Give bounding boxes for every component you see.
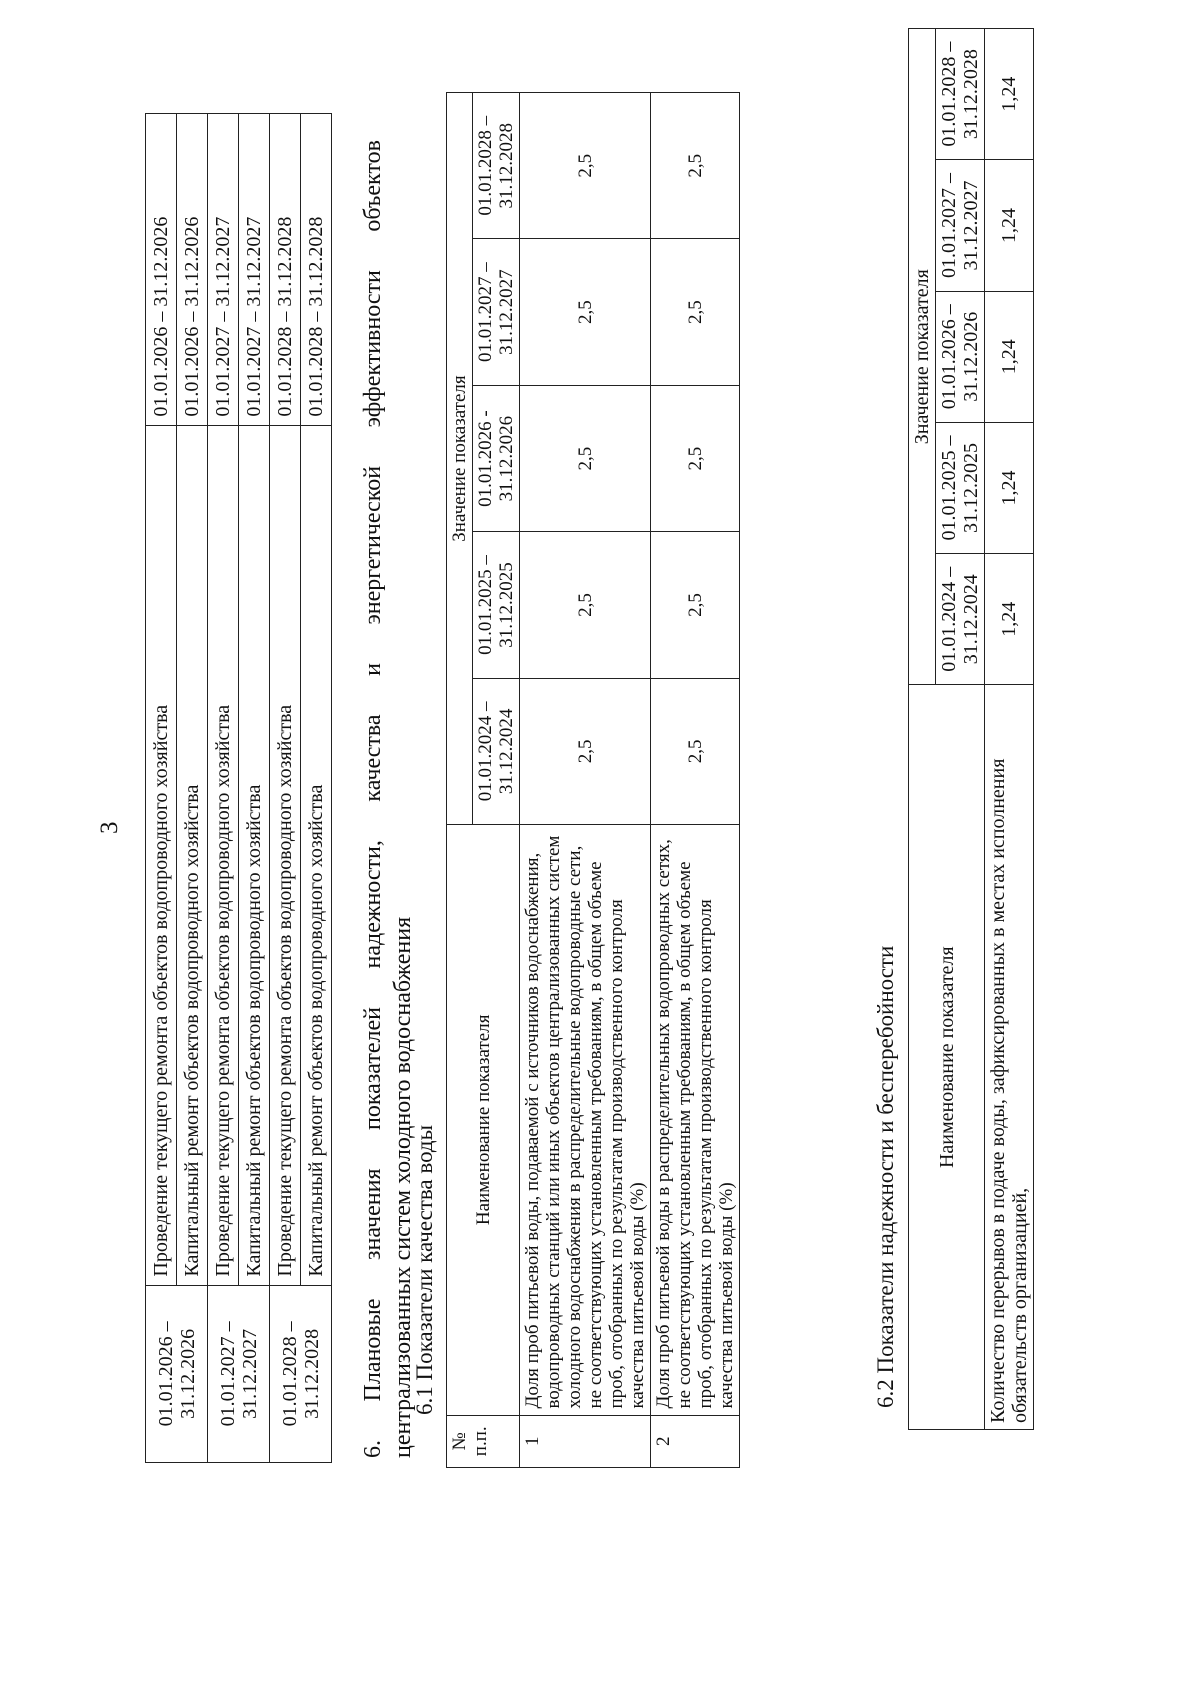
page-number: 3 [96,821,123,834]
value-cell: 2,5 [520,678,651,824]
value-cell: 1,24 [985,160,1034,291]
value-cell: 2,5 [651,239,740,385]
section-6-heading [358,140,418,1458]
dates-cell: 01.01.2028 – 31.12.2028 [301,114,332,426]
col-header-period: 01.01.2024 – 31.12.2024 [473,678,520,824]
table-row [651,93,740,1468]
heading-word: энергетической [360,465,386,625]
table-row [520,93,651,1468]
work-cell: Капитальный ремонт объектов водопроводного хозяйства [301,425,332,1285]
repair-schedule-table [145,113,332,1463]
work-cell: Капитальный ремонт объектов водопроводного хозяйства [177,425,208,1285]
work-cell: Проведение текущего ремонта объектов водопроводного хозяйства [208,425,239,1285]
table-row [146,114,177,1463]
value-cell: 2,5 [651,678,740,824]
section-6-2-title: 6.2 Показатели надежности и бесперебойности [873,945,898,1408]
col-header-period: 01.01.2026 – 31.12.2026 [936,291,985,422]
heading-word: качества [360,714,386,802]
col-header-value-group: Значение показателя [447,93,473,825]
heading-word: Плановые [360,1298,386,1402]
work-cell: Проведение текущего ремонта объектов водопроводного хозяйства [270,425,301,1285]
value-cell: 2,5 [520,532,651,678]
value-cell: 2,5 [651,385,740,531]
table-header-row [909,29,936,1430]
dates-cell: 01.01.2026 – 31.12.2026 [146,114,177,426]
heading-word: объектов [360,140,386,232]
heading-word: 6. [360,1440,386,1458]
heading-word: и [360,663,386,676]
value-cell: 1,24 [985,554,1034,685]
dates-cell: 01.01.2028 – 31.12.2028 [270,114,301,426]
work-cell: Проведение текущего ремонта объектов водопроводного хозяйства [146,425,177,1285]
col-header-period: 01.01.2025 – 31.12.2025 [473,532,520,678]
value-cell: 1,24 [985,29,1034,160]
col-header-num: № п.п. [447,1415,520,1467]
col-header-period: 01.01.2028 – 31.12.2028 [936,29,985,160]
indicator-name: Количество перерывов в подаче воды, зафиксированных в местах исполнения обязательств организацией, [985,685,1034,1430]
dates-cell: 01.01.2027 – 31.12.2027 [208,114,239,426]
heading-word: надежности, [360,840,386,969]
col-header-value-group: Значение показателя [909,29,936,685]
heading-word: показателей [360,1007,386,1130]
section-6-heading-line2: централизованных систем холодного водоснабжения [390,916,416,1458]
col-header-period: 01.01.2028 – 31.12.2028 [473,93,520,239]
table-row [985,29,1034,1430]
col-header-period: 01.01.2027 – 31.12.2027 [473,239,520,385]
table-row [177,114,208,1463]
table-header-row [447,93,473,1468]
value-cell: 1,24 [985,422,1034,553]
col-header-name: Наименование показателя [909,685,985,1430]
value-cell: 2,5 [651,93,740,239]
col-header-period: 01.01.2026 - 31.12.2026 [473,385,520,531]
table-row [208,114,239,1463]
period-cell: 01.01.2028 – 31.12.2028 [270,1285,332,1462]
work-cell: Капитальный ремонт объектов водопроводного хозяйства [239,425,270,1285]
value-cell: 1,24 [985,291,1034,422]
col-header-period: 01.01.2025 – 31.12.2025 [936,422,985,553]
indicator-name: Доля проб питьевой воды в распределительных водопроводных сетях, не соответствующих установленным требованиям, в общем объеме проб, отобранных по результатам производственного контроля качества питьевой воды (%) [651,825,740,1415]
table-row [270,114,301,1463]
indicator-name: Доля проб питьевой воды, подаваемой с источников водоснабжения, водопроводных станций или иных объектов централизованных систем холодного водоснабжения в распределительные водопроводные сети, не соответствующих установленным требованиям, в общем объеме проб, отобранных по результатам производственного контроля качества питьевой воды (%) [520,825,651,1415]
water-quality-table [446,92,740,1468]
heading-word: эффективности [360,270,386,428]
reliability-table [908,28,1034,1430]
row-number: 2 [651,1415,740,1467]
col-header-period: 01.01.2027 – 31.12.2027 [936,160,985,291]
section-6-heading-line1 [358,140,388,1458]
dates-cell: 01.01.2027 – 31.12.2027 [239,114,270,426]
table-row [239,114,270,1463]
period-cell: 01.01.2026 – 31.12.2026 [146,1285,208,1462]
section-6-1-title: 6.1 Показатели качества воды [412,1124,437,1415]
dates-cell: 01.01.2026 – 31.12.2026 [177,114,208,426]
value-cell: 2,5 [520,93,651,239]
heading-word: значения [360,1168,386,1260]
value-cell: 2,5 [520,239,651,385]
table-row [301,114,332,1463]
col-header-name: Наименование показателя [447,825,520,1415]
col-header-period: 01.01.2024 – 31.12.2024 [936,554,985,685]
value-cell: 2,5 [651,532,740,678]
row-number: 1 [520,1415,651,1467]
period-cell: 01.01.2027 – 31.12.2027 [208,1285,270,1462]
value-cell: 2,5 [520,385,651,531]
